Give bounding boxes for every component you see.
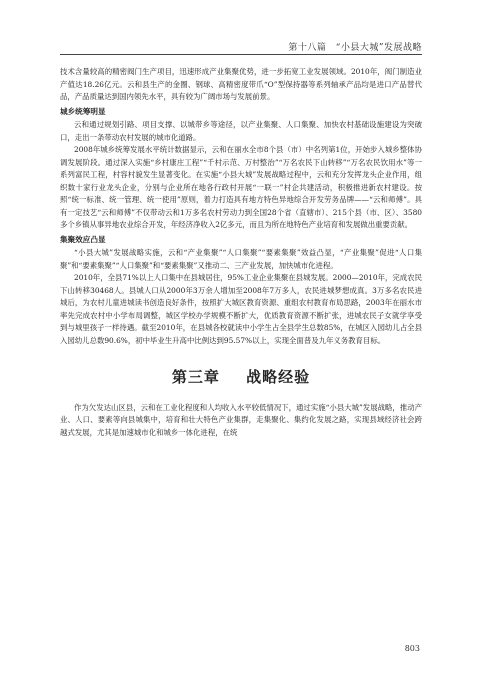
- paragraph-1: 技术含量较高的精密阀门生产项目，迅速形成产业集聚优势，进一步拓宽工业发展领域。2010年，阀门制造业产值达18.26亿元。云和县生产的金圈、钢球、高精密度带爪“O”型保持器等系列轴承产品均是进口产品替代品，产品质量达到国内领先水平，具有较为广阔市场与发展前景。: [60, 67, 422, 101]
- header-divider: [60, 54, 422, 55]
- paragraph-4: “小县大城”发展战略实施，云和“产业集聚”“人口集聚”“要素集聚”效益凸显，“产业集聚”促进“人口集聚”和“要素集聚”“人口集聚”和“要素集聚”又推动二、三产业发展，加快城市化进程。: [60, 248, 422, 270]
- page-number: 803: [404, 644, 420, 653]
- header-part-label: 第十八篇: [288, 43, 327, 53]
- chapter-number: 第三章: [171, 368, 220, 386]
- paragraph-3: 2008年城乡统筹发展水平统计数据显示，云和在丽水全市8个县（市）中名列第1位，开始步入城乡整体协调发展阶段。通过深入实施“乡村康庄工程”“千村示范、万村整治”“万名农民下山转移”“万名农民饮用水”等一系列富民工程，村容村貌发生显著变化。在实施“小县大城”发展战略过程中，云和充分发挥龙头企业作用，组织数十家行业龙头企业，分别与企业所在地各行政村开展“一联一”村企共建活动，积极推进新农村建设。按照“统一标准、统一管理、统一使用”原则，着力打造具有地方特色异地综合开发劳务品牌——“云和师傅”。具有一定技艺“云和师傅”不仅带动云和1万多名农村劳动力到全国28个省（直辖市）、215个县（市、区）、3580多个乡镇从事异地农业综合开发，年经济净收入2亿多元，而且为所在地特色产业培育和发展做出重要贡献。: [60, 145, 422, 229]
- paragraph-6: 作为欠发达山区县，云和在工业化程度和人均收入水平较低情况下，通过实施“小县大城”发展战略，推动产业、人口、要素等向县城集中，培育和壮大特色产业集群，走集聚化、集约化发展之路，实现县域经济社会跨越式发展，尤其是加速城市化和城乡一体化进程，在统: [60, 402, 422, 437]
- body-content: [60, 66, 422, 439]
- section-heading-agglomeration: 集聚效应凸显: [60, 234, 106, 244]
- running-header: [282, 40, 422, 53]
- paragraph-5: 2010年，全县71%以上人口集中在县城居住，95%工业企业集聚在县城发展。2000—2010年，完成农民下山转移30468人。县城人口从2000年3万余人增加至2008年7万多人，农民进城梦想成真。3万多名农民进城后，为农村儿童进城读书创造良好条件，按照扩大城区教育资源、重组农村教育布局思路，2003年在丽水市率先完成农村中小学布局调整，城区学校办学规模不断扩大，优质教育资源不断扩张，进城农民子女就学享受到与城里孩子一样待遇。截至2010年，在县城各校就读中小学生占全县学生总数85%，在城区入园幼儿占全县入园幼儿总数90.6%，初中毕业生升高中比例达到95.57%以上，实现全面普及九年义务教育目标。: [60, 273, 422, 345]
- section-heading-urban-rural: 城乡统筹明显: [60, 106, 106, 116]
- chapter-title: 战略经验: [246, 368, 311, 386]
- paragraph-2: 云和通过规划引路、项目支撑、以城带乡等途径，以产业集聚、人口集聚、加快农村基础设施建设为突破口，走出一条带动农村发展的城市化道路。: [60, 120, 422, 142]
- header-title: “小县大城”发展战略: [335, 43, 422, 53]
- chapter-heading: [60, 368, 422, 386]
